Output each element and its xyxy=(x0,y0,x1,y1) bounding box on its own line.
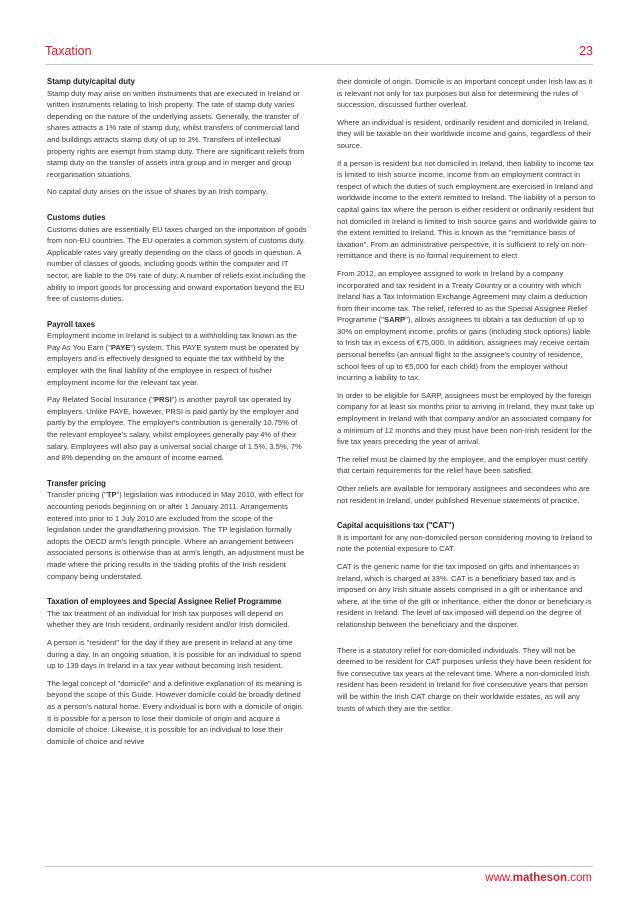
capital-duty-paragraph: No capital duty arises on the issue of shares by an Irish company. xyxy=(47,187,268,197)
relief-claim-paragraph: The relief must be claimed by the employee, and the employer must certify that certain requirements for the relief have been satisfied. xyxy=(337,454,588,476)
domicile-paragraph: their domicile of origin. Domicile is an important concept under Irish law as it is relevant not only for tax purposes but also for determining the rules of succession, discussed further overleaf. xyxy=(337,77,593,110)
taxation-paragraph-3: The legal concept of "domicile" and a definitive explanation of its meaning is beyond the scope of this Guide. However domicile could be broadly defined as a person's natural home. Every individual is born with a domicile of origin. It is possible for a person to lose their domicile of origin and acquire a domicile of choice. Likewise, it is possible for an individual to lose their domicile of choice and revive xyxy=(47,678,304,746)
taxation-paragraph-1: The tax treatment of an individual for Irish tax purposes will depend on whether they are Irish resident, ordinarily resident and/or Irish domiciled. xyxy=(47,608,290,630)
left-column xyxy=(47,76,307,753)
page-number: 23 xyxy=(579,44,593,58)
sarp-eligibility-paragraph: In order to be eligible for SARP, assignees must be employed by the foreign company for at least six months prior to arriving in Ireland, they must take up employment in Ireland with that company and/or an associated company for a minimum of 12 months and they must have been non-Irish resident for the five tax years preceding the year of arrival. xyxy=(337,390,595,447)
footer-rule xyxy=(45,866,593,867)
sarp-paragraph: From 2012, an employee assigned to work in Ireland by a company incorporated and tax resident in a Treaty Country or a country with which Ireland has a Tax Information Exchange Agreement may claim a deduction from their income tax. The relief, referred to as the Special Assignee Relief Programme ("SARP"), allows assignees to obtain a tax deduction of up to 30% on employment income, profits or gains (including stock options) liable to Irish tax in excess of €75,000. In addition, assignees may receive certain personal benefits (an annual flight to the assignee's country of residence, school fees of up to €5,000 for each child) from the employer without incurring a liability to tax. xyxy=(337,268,591,383)
transfer-pricing-paragraph: Transfer pricing ("TP") legislation was introduced in May 2010, with effect for accounting periods beginning on or after 1 January 2011. Arrangements entered into prior to 1 July 2010 are excluded from the scope of the legislation under the grandfathering provision. The TP legislation formally adopts the OECD arm's length principle. Where an arrangement between associated persons is otherwise than at arm's length, an adjustment must be made where the pricing results in the trading profits of the Irish resident company being understated. xyxy=(47,490,305,581)
transfer-pricing-heading: Transfer pricing xyxy=(47,478,106,488)
paye-paragraph: Employment income in Ireland is subject to a withholding tax known as the Pay As You Earn ("PAYE") system. This PAYE system must be operated by employers and is effectively designed to equate the tax withheld by the employer with the final liability of the employee in respect of his/her employment income for the relevant tax year. xyxy=(47,331,299,387)
remittance-paragraph: If a person is resident but not domiciled in Ireland, then liability to income tax is limited to Irish source income, income from an employment contract in respect of which the duties of such employment are exercised in Ireland and worldwide income to the extent remitted to Ireland. The liability of a person to capital gains tax where the person is either resident or ordinarily resident but not domiciled in Ireland is limited to Irish source gains and worldwide gains to the extent remitted to Ireland. This is known as the "remittance basis of taxation". From an administrative perspective, it is sufficient to rely on non-remittance and there is no formal requirement to elect. xyxy=(337,158,597,261)
stamp-duty-paragraph: Stamp duty may arise on written instruments that are executed in Ireland or written instruments relating to Irish property. The rate of stamp duty varies depending on the nature of the underlying assets. Generally, the transfer of shares attracts a 1% rate of stamp duty, whilst transfers of commercial land and buildings attracts stamp duty of up to 2%. Transfers of intellectual property rights are exempt from stamp duty. There are significant reliefs from stamp duty on the transfer of assets intra group and in merger and group reorganisation situations. xyxy=(47,88,305,179)
prsi-paragraph: Pay Related Social Insurance ("PRSI") is another payroll tax operated by employers. Unlike PAYE, however, PRSI is paid partly by the employer and partly by the employee. The employer's contribution is generally 10.75% of the relevant employee's salary, whilst employees generally pay 4% of their salary. Employees will also pay a universal social charge of 1.5%, 3.5%, 7% and 8% depending on the amount of income earned. xyxy=(47,395,302,463)
customs-paragraph: Customs duties are essentially EU taxes charged on the importation of goods from non-EU countries. The EU operates a common system of customs duty. Applicable rates vary greatly depending on the class of goods in question. A number of classes of goods, including goods within the computer and IT sector, are liable to the 0% rate of duty. A number of reliefs exist including the ability to import goods for processing and onward exportation beyond the EU free of customs duties. xyxy=(47,224,307,304)
stamp-duty-heading: Stamp duty/capital duty xyxy=(47,77,135,86)
website-link[interactable]: www.matheson.com xyxy=(485,872,592,884)
taxation-paragraph-2: A person is "resident" for the day if they are present in Ireland at any time during a day. In an ongoing situation, it is possible for an individual to spend up to 139 days in Ireland in a tax year without becoming Irish resident. xyxy=(47,637,301,671)
other-reliefs-paragraph: Other reliefs are available for temporary assignees and secondees who are not resident in Ireland, under published Revenue statements of practice. xyxy=(337,484,590,505)
cat-paragraph-3: There is a statutory relief for non-domiciled individuals. They will not be deemed to be resident for CAT purposes unless they have been resident for five consecutive tax years at the relevant time. Where a non-domiciled Irish resident has been resident in Ireland for five consecutive years that person will be within the Irish CAT charge on their worldwide estates, as will any trusts of which they are the settlor. xyxy=(337,645,592,713)
right-column xyxy=(337,76,597,720)
customs-heading: Customs duties xyxy=(47,212,106,222)
header-rule xyxy=(45,64,593,65)
payroll-heading: Payroll taxes xyxy=(47,319,96,329)
cat-heading: Capital acquisitions tax ("CAT") xyxy=(337,521,455,531)
cat-paragraph-2: CAT is the generic name for the tax imposed on gifts and inheritances in Ireland, which is charged at 33%. CAT is a beneficiary based tax and is imposed on any Irish situate assets comprised in a gift or inheritance and where, at the time of the gift or inheritance, either the donor or beneficiary is resident in Ireland. The level of tax imposed will depend on the degree of relationship between the beneficiary and the disponer. xyxy=(337,561,592,629)
resident-paragraph: Where an individual is resident, ordinarily resident and domiciled in Ireland, they will be taxable on their worldwide income and gains, regardless of their source. xyxy=(337,117,592,150)
page-header xyxy=(45,44,593,66)
taxation-employees-heading: Taxation of employees and Special Assignee Relief Programme xyxy=(47,597,282,607)
cat-paragraph-1: It is important for any non-domiciled person considering moving to Ireland to note the potential exposure to CAT. xyxy=(337,532,593,554)
section-title: Taxation xyxy=(45,44,92,58)
